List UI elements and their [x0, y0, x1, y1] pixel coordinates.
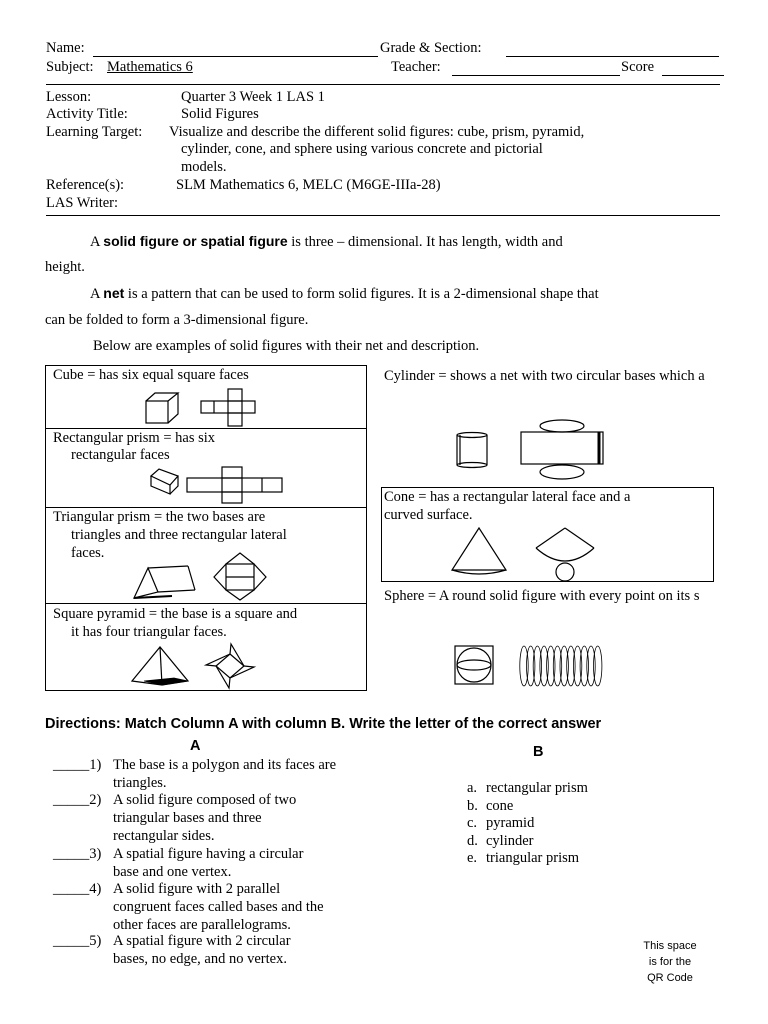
intro-paragraph-2: A net is a pattern that can be used to form solid figures. It is a 2-dimensional shape that	[90, 285, 599, 302]
item-text: A solid figure with 2 parallel	[113, 881, 281, 897]
column-a-heading: A	[190, 738, 201, 754]
sphere-net-gore	[527, 646, 535, 686]
sphere-net-gore	[533, 646, 541, 686]
answer-blank[interactable]: _____1)	[53, 757, 102, 773]
header-divider	[46, 84, 720, 85]
sphere-net-gore	[553, 646, 561, 686]
item-text: bases, no edge, and no vertex.	[113, 951, 287, 967]
sphere-net-gore	[594, 646, 602, 686]
table-row-divider	[45, 428, 367, 429]
net-term: net	[103, 285, 125, 301]
item-text: The base is a polygon and its faces are	[113, 757, 337, 773]
sphere-net-icon	[518, 644, 606, 688]
intro-paragraph-1: A solid figure or spatial figure is three – dimensional. It has length, width and	[90, 233, 563, 250]
item-text: congruent faces called bases and the	[113, 899, 324, 915]
cylinder-icon	[455, 432, 491, 470]
target-line-3: models.	[181, 159, 227, 175]
cone-description-1: Cone = has a rectangular lateral face and a	[384, 489, 631, 505]
teacher-label: Teacher:	[391, 59, 441, 75]
item-text: base and one vertex.	[113, 864, 232, 880]
option-letter: e.	[467, 850, 478, 866]
tri-prism-icon	[132, 562, 198, 602]
name-field-line[interactable]	[93, 56, 378, 57]
table-row-divider	[45, 507, 367, 508]
item-text: triangles.	[113, 775, 167, 791]
cube-icon	[145, 392, 181, 424]
tri-prism-description-1: Triangular prism = the two bases are	[53, 509, 266, 525]
sphere-net-gore	[520, 646, 528, 686]
item-text: triangular bases and three	[113, 810, 262, 826]
sq-pyramid-icon	[130, 645, 190, 687]
answer-blank[interactable]: _____2)	[53, 792, 102, 808]
sphere-net-gore	[540, 646, 548, 686]
answer-blank[interactable]: _____5)	[53, 933, 102, 949]
teacher-field-line[interactable]	[452, 75, 620, 76]
item-text: rectangular sides.	[113, 828, 215, 844]
item-text: other faces are parallelograms.	[113, 917, 291, 933]
cylinder-net-icon	[519, 419, 605, 483]
lesson-divider	[46, 215, 720, 216]
cylinder-description: Cylinder = shows a net with two circular bases which a	[384, 368, 705, 384]
option-letter: b.	[467, 797, 478, 814]
tri-prism-description-2: triangles and three rectangular lateral	[71, 527, 287, 543]
intro-paragraph-1-cont: height.	[45, 259, 85, 275]
sphere-net-gore	[587, 646, 595, 686]
activity-value: Solid Figures	[181, 106, 259, 122]
activity-label: Activity Title:	[46, 106, 128, 122]
item-text: A spatial figure having a circular	[113, 846, 304, 862]
answer-blank[interactable]: _____4)	[53, 881, 102, 897]
reference-value: SLM Mathematics 6, MELC (M6GE-IIIa-28)	[176, 177, 441, 193]
table-row-divider	[45, 603, 367, 604]
solid-figure-term: solid figure or spatial figure	[103, 233, 288, 249]
column-b-heading: B	[533, 744, 544, 760]
target-line-2: cylinder, cone, and sphere using various concrete and pictorial	[181, 141, 543, 157]
rect-prism-description-1: Rectangular prism = has six	[53, 430, 216, 446]
tri-prism-description-3: faces.	[71, 545, 105, 561]
rect-prism-net-icon	[186, 466, 286, 506]
option-text: rectangular prism	[486, 780, 588, 796]
answer-blank[interactable]: _____3)	[53, 846, 102, 862]
grade-label: Grade & Section:	[380, 40, 482, 56]
option-text: triangular prism	[486, 850, 580, 866]
item-text: A spatial figure with 2 circular	[113, 933, 291, 949]
sphere-net-gore	[567, 646, 575, 686]
intro-paragraph-2-cont: can be folded to form a 3-dimensional figure.	[45, 312, 309, 328]
cube-net-icon	[200, 388, 256, 428]
tri-prism-net-icon	[212, 552, 268, 602]
sphere-net-gore	[580, 646, 588, 686]
option-text: pyramid	[486, 815, 535, 831]
sq-pyramid-net-icon	[205, 643, 255, 689]
target-label: Learning Target:	[46, 124, 143, 140]
option-letter: c.	[467, 815, 478, 831]
qr-code-note: This space is for the QR Code	[643, 940, 697, 984]
rect-prism-icon	[150, 468, 180, 496]
lesson-value: Quarter 3 Week 1 LAS 1	[181, 89, 325, 105]
name-label: Name:	[46, 40, 85, 56]
sphere-net-gore	[547, 646, 555, 686]
sq-pyramid-description-1: Square pyramid = the base is a square and	[53, 606, 298, 622]
option-letter: d.	[467, 832, 478, 849]
option-text: cylinder	[486, 832, 534, 849]
lesson-label: Lesson:	[46, 89, 92, 105]
score-field-line[interactable]	[662, 75, 724, 76]
cube-description: Cube = has six equal square faces	[53, 367, 249, 383]
sphere-description: Sphere = A round solid figure with every point on its s	[384, 588, 700, 604]
option-text: cone	[486, 797, 514, 814]
cone-description-2: curved surface.	[384, 507, 473, 523]
directions-text: Directions: Match Column A with column B. Write the letter of the correct answer	[45, 716, 602, 732]
subject-value: Mathematics 6	[107, 59, 193, 75]
target-line-1: Visualize and describe the different solid figures: cube, prism, pyramid,	[169, 124, 585, 140]
item-text: A solid figure composed of two	[113, 792, 297, 808]
score-label: Score	[621, 59, 655, 75]
sphere-icon	[454, 645, 496, 685]
cone-net-icon	[534, 526, 596, 582]
rect-prism-description-2: rectangular faces	[71, 447, 170, 463]
sphere-net-gore	[573, 646, 581, 686]
grade-field-line[interactable]	[506, 56, 719, 57]
cone-icon	[450, 526, 510, 576]
intro-paragraph-3: Below are examples of solid figures with their net and description.	[93, 338, 480, 354]
reference-label: Reference(s):	[46, 177, 125, 193]
writer-label: LAS Writer:	[46, 195, 119, 211]
option-letter: a.	[467, 780, 478, 796]
sq-pyramid-description-2: it has four triangular faces.	[71, 624, 227, 640]
subject-label: Subject:	[46, 59, 94, 75]
sphere-net-gore	[560, 646, 568, 686]
